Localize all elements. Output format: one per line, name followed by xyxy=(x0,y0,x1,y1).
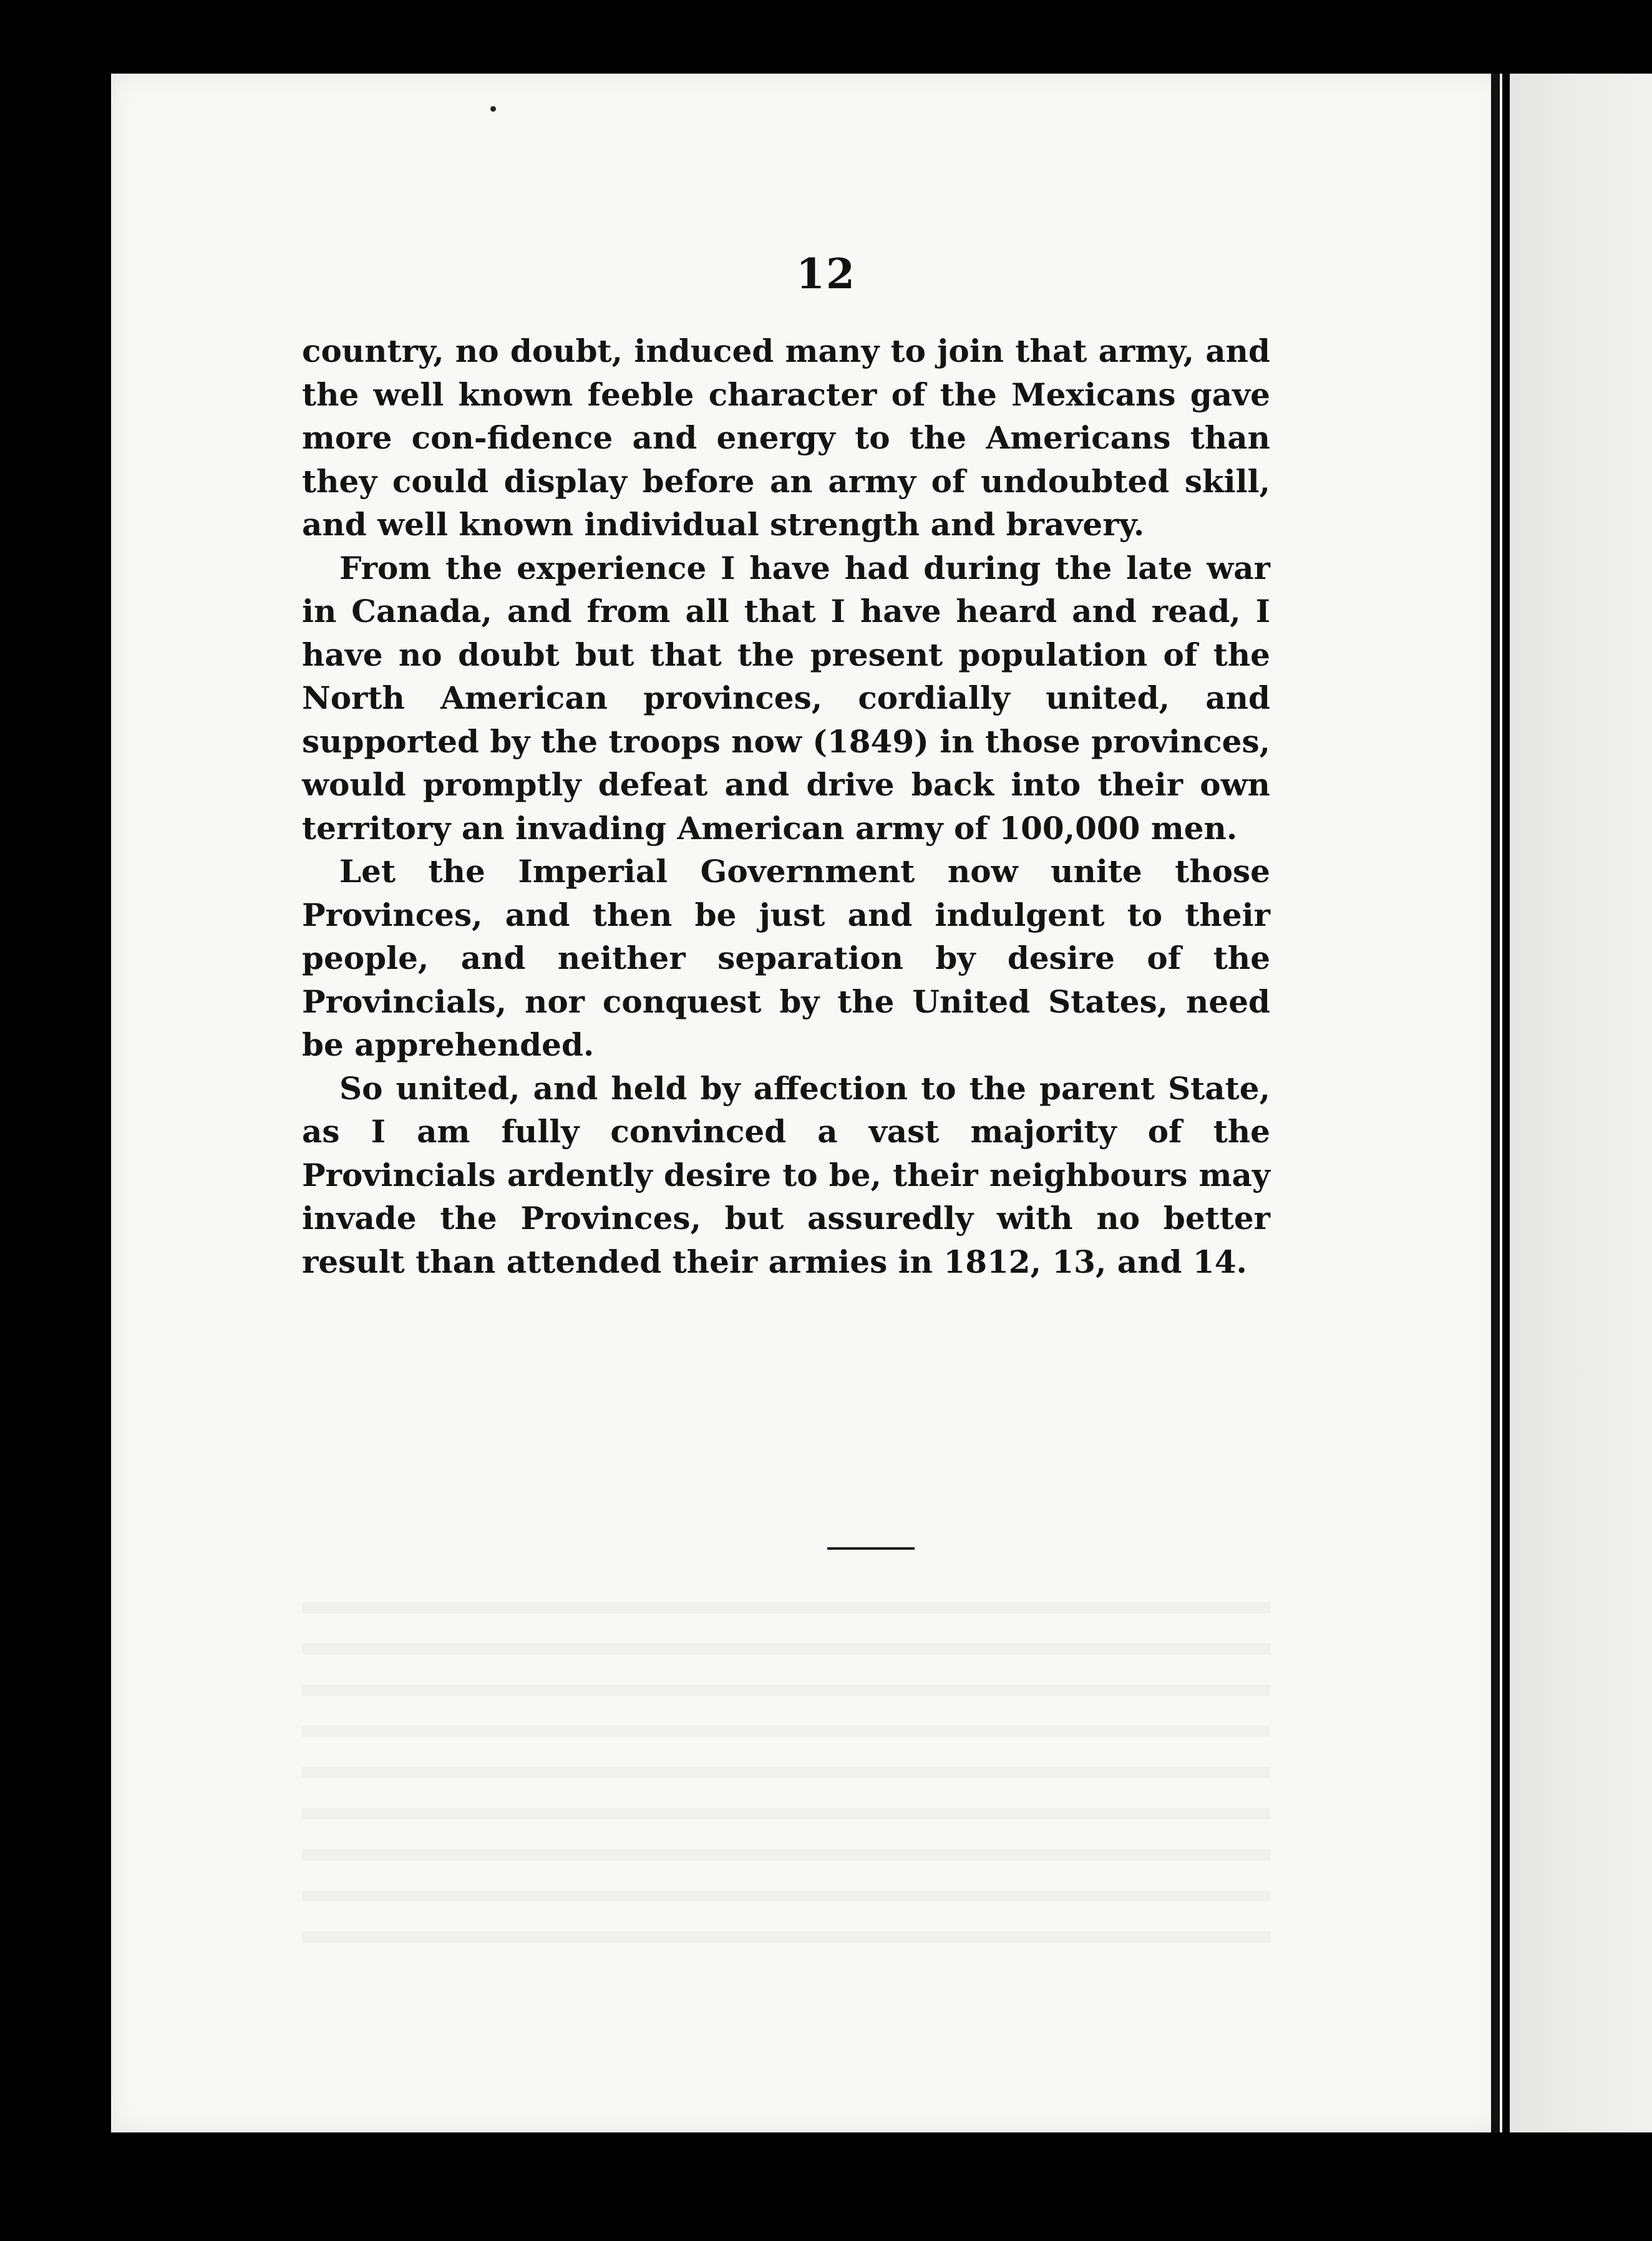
paragraph: country, no doubt, induced many to join that army, and the well known feeble character of the Mexicans gave more con-fidence and energy to the Americans than they could display before an army of undoubted skill, and well known individual strength and bravery. xyxy=(302,333,1270,543)
ink-dot xyxy=(490,106,496,112)
page-number: 12 xyxy=(796,250,856,298)
paragraph: So united, and held by affection to the parent State, as I am fully convinced a vast majority of the Provincials ardently desire to be, their neighbours may invade the Provinces, but assuredly with no better result than attended their armies in 1812, 13, and 14. xyxy=(302,1069,1270,1280)
paragraph: From the experience I have had during the late war in Canada, and from all that I have heard and read, I have no doubt but that the present population of the North American provinces, cordially united, and supported by the troops now (1849) in those provinces, would promptly defeat and drive back into their own territory an invading American army of 100,000 men. xyxy=(302,549,1270,847)
paragraph: Let the Imperial Government now unite those Provinces, and then be just and indulgent to their people, and neither separation by desire of the Provincials, nor conquest by the United States, need be apprehended. xyxy=(302,853,1270,1063)
body-text xyxy=(302,329,1270,1283)
book-spine xyxy=(1491,74,1500,2132)
adjacent-page-edge xyxy=(1510,74,1652,2132)
bleed-through-texture xyxy=(302,1572,1270,1947)
end-rule xyxy=(827,1547,915,1550)
